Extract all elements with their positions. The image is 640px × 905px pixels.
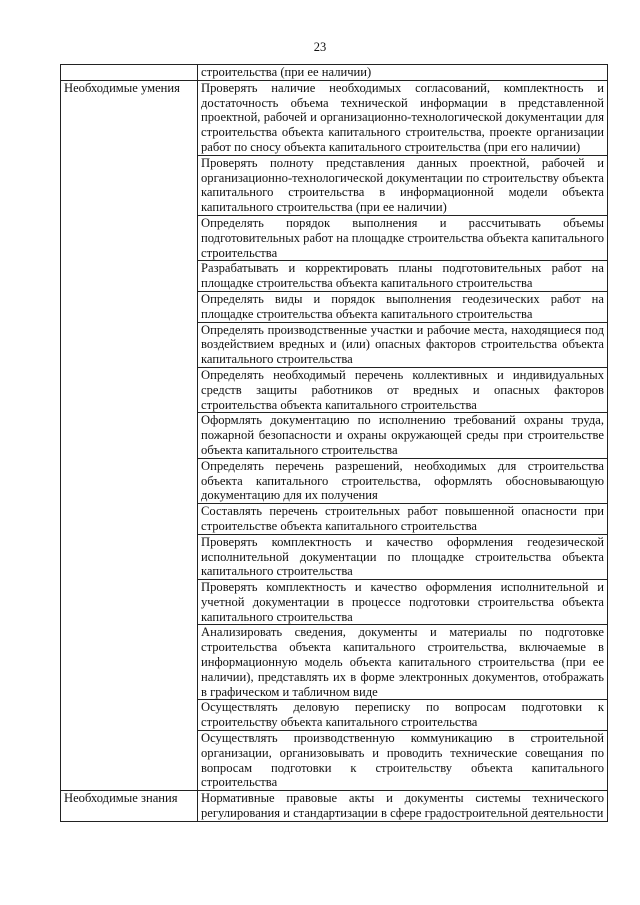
skills-item: Проверять полноту представления данных проектной, рабочей и организационно-технологической документации по строительству объекта капитального строительства в информационной модели объекта капитального строительства (при ее наличии) xyxy=(198,155,608,215)
skills-label-continued xyxy=(61,458,198,503)
skills-item: Проверять наличие необходимых согласований, комплектность и достаточность объема технической информации в представленной проектной, рабочей и организационно-технологической документации для строительства объекта капитального строительства, проекте организации работ по сносу объекта капитального строительства (при его наличии) xyxy=(198,80,608,155)
empty-label-cell xyxy=(61,65,198,81)
table-row xyxy=(61,80,608,155)
skills-item: Определять перечень разрешений, необходимых для строительства объекта капитального строительства, оформлять обосновывающую документацию для их получения xyxy=(198,458,608,503)
table-row xyxy=(61,700,608,731)
skills-label-continued xyxy=(61,731,198,791)
table-row xyxy=(61,625,608,700)
table-row xyxy=(61,322,608,367)
skills-item: Осуществлять деловую переписку по вопросам подготовки к строительству объекта капитального строительства xyxy=(198,700,608,731)
skills-label-continued xyxy=(61,215,198,260)
skills-item: Проверять комплектность и качество оформления геодезической исполнительной документации по площадке строительства объекта капитального строительства xyxy=(198,534,608,579)
table-row xyxy=(61,534,608,579)
skills-label-continued xyxy=(61,534,198,579)
skills-item: Определять необходимый перечень коллективных и индивидуальных средств защиты работников от вредных и опасных факторов строительства объекта капитального строительства xyxy=(198,367,608,412)
skills-item: Осуществлять производственную коммуникацию в строительной организации, организовывать и проводить технические совещания по вопросам подготовки к строительству объекта капитального строительства xyxy=(198,731,608,791)
skills-label-continued xyxy=(61,625,198,700)
table-row xyxy=(61,504,608,535)
continuation-cell: строительства (при ее наличии) xyxy=(198,65,608,81)
knowledge-label: Необходимые знания xyxy=(61,791,198,822)
skills-label-continued xyxy=(61,367,198,412)
skills-label-continued xyxy=(61,700,198,731)
skills-item: Определять порядок выполнения и рассчитывать объемы подготовительных работ на площадке строительства объекта капитального строительства xyxy=(198,215,608,260)
skills-label-continued xyxy=(61,504,198,535)
skills-label-continued xyxy=(61,261,198,292)
table-row xyxy=(61,413,608,458)
skills-item: Составлять перечень строительных работ повышенной опасности при строительстве объекта капитального строительства xyxy=(198,504,608,535)
skills-item: Разрабатывать и корректировать планы подготовительных работ на площадке строительства объекта капитального строительства xyxy=(198,261,608,292)
skills-label-continued xyxy=(61,291,198,322)
table-row xyxy=(61,458,608,503)
table-row xyxy=(61,261,608,292)
page-number: 23 xyxy=(313,40,327,54)
skills-label-continued xyxy=(61,155,198,215)
knowledge-item: Нормативные правовые акты и документы системы технического регулирования и стандартизации в сфере градостроительной деятельности xyxy=(198,791,608,822)
table-row xyxy=(61,580,608,625)
skills-item: Проверять комплектность и качество оформления исполнительной и учетной документации в процессе подготовки строительства объекта капитального строительства xyxy=(198,580,608,625)
requirements-table-wrap xyxy=(60,64,608,822)
skills-item: Оформлять документацию по исполнению требований охраны труда, пожарной безопасности и охраны окружающей среды при строительстве объекта капитального строительства xyxy=(198,413,608,458)
table-row xyxy=(61,367,608,412)
skills-item: Анализировать сведения, документы и материалы по подготовке строительства объекта капитального строительства, включаемые в информационную модель объекта капитального строительства (при ее наличии), представлять их в форме электронных документов, отображать в графическом и табличном виде xyxy=(198,625,608,700)
skills-label-continued xyxy=(61,580,198,625)
skills-item: Определять виды и порядок выполнения геодезических работ на площадке строительства объекта капитального строительства xyxy=(198,291,608,322)
requirements-table xyxy=(60,64,608,822)
table-row xyxy=(61,731,608,791)
table-row xyxy=(61,215,608,260)
skills-item: Определять производственные участки и рабочие места, находящиеся под воздействием вредных и (или) опасных факторов строительства объекта капитального строительства xyxy=(198,322,608,367)
table-row xyxy=(61,291,608,322)
skills-label: Необходимые умения xyxy=(61,80,198,155)
skills-label-continued xyxy=(61,413,198,458)
table-row xyxy=(61,65,608,81)
skills-label-continued xyxy=(61,322,198,367)
table-row xyxy=(61,155,608,215)
table-row xyxy=(61,791,608,822)
